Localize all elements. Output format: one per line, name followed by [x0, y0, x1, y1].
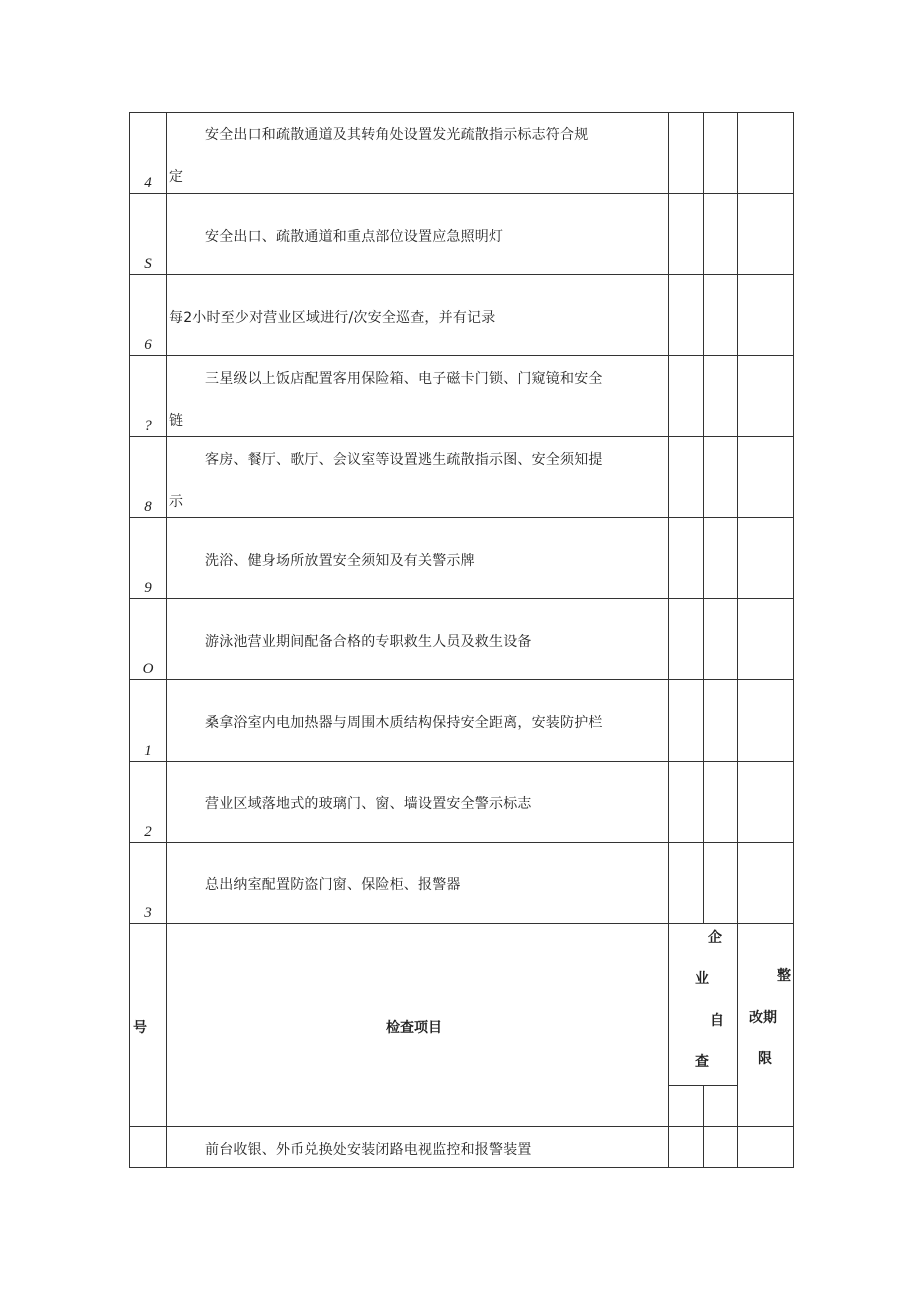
item-text: 游泳池营业期间配备合格的专职救生人员及救生设备	[205, 634, 532, 650]
item-number: 2	[144, 824, 152, 840]
header-deadline: 限	[758, 1051, 772, 1067]
item-text: 每2小时至少对营业区域进行/次安全巡查，并有记录	[169, 310, 496, 326]
header-self-check: 企	[708, 930, 722, 946]
item-number: 4	[144, 175, 152, 191]
item-text: 三星级以上饭店配置客用保险箱、电子磁卡门锁、门窥镜和安全	[205, 371, 603, 387]
header-self-check: 查	[695, 1054, 709, 1070]
item-number: 1	[144, 743, 152, 759]
item-text: 安全出口和疏散通道及其转角处设置发光疏散指示标志符合规	[205, 127, 589, 143]
item-text-wrap: 示	[169, 494, 184, 510]
item-text: 安全出口、疏散通道和重点部位设置应急照明灯	[205, 229, 504, 245]
item-text: 营业区域落地式的玻璃门、窗、墙设置安全警示标志	[205, 796, 532, 812]
item-text: 客房、餐厅、歌厅、会议室等设置逃生疏散指示图、安全须知提	[205, 452, 603, 468]
header-self-check: 自	[710, 1013, 724, 1029]
header-deadline: 改期	[749, 1010, 777, 1026]
header-item: 检查项目	[386, 1020, 442, 1036]
item-number: O	[142, 661, 154, 677]
item-number: 6	[144, 337, 152, 353]
item-text: 桑拿浴室内电加热器与周围木质结构保持安全距离，安装防护栏	[205, 715, 603, 731]
item-text: 总出纳室配置防盗门窗、保险柜、报警器	[205, 877, 461, 893]
item-text: 前台收银、外币兑换处安装闭路电视监控和报警装置	[205, 1142, 532, 1158]
item-number: S	[144, 256, 152, 272]
header-deadline: 整	[777, 968, 791, 984]
header-self-check: 业	[695, 971, 709, 987]
item-text-wrap: 定	[169, 169, 184, 185]
item-number: ?	[144, 418, 152, 434]
item-text-wrap: 链	[169, 413, 184, 429]
item-number: 8	[144, 499, 152, 515]
header-number: 号	[133, 1020, 147, 1036]
item-text: 洗浴、健身场所放置安全须知及有关警示牌	[205, 553, 475, 569]
item-number: 3	[144, 905, 152, 921]
item-number: 9	[144, 580, 152, 596]
